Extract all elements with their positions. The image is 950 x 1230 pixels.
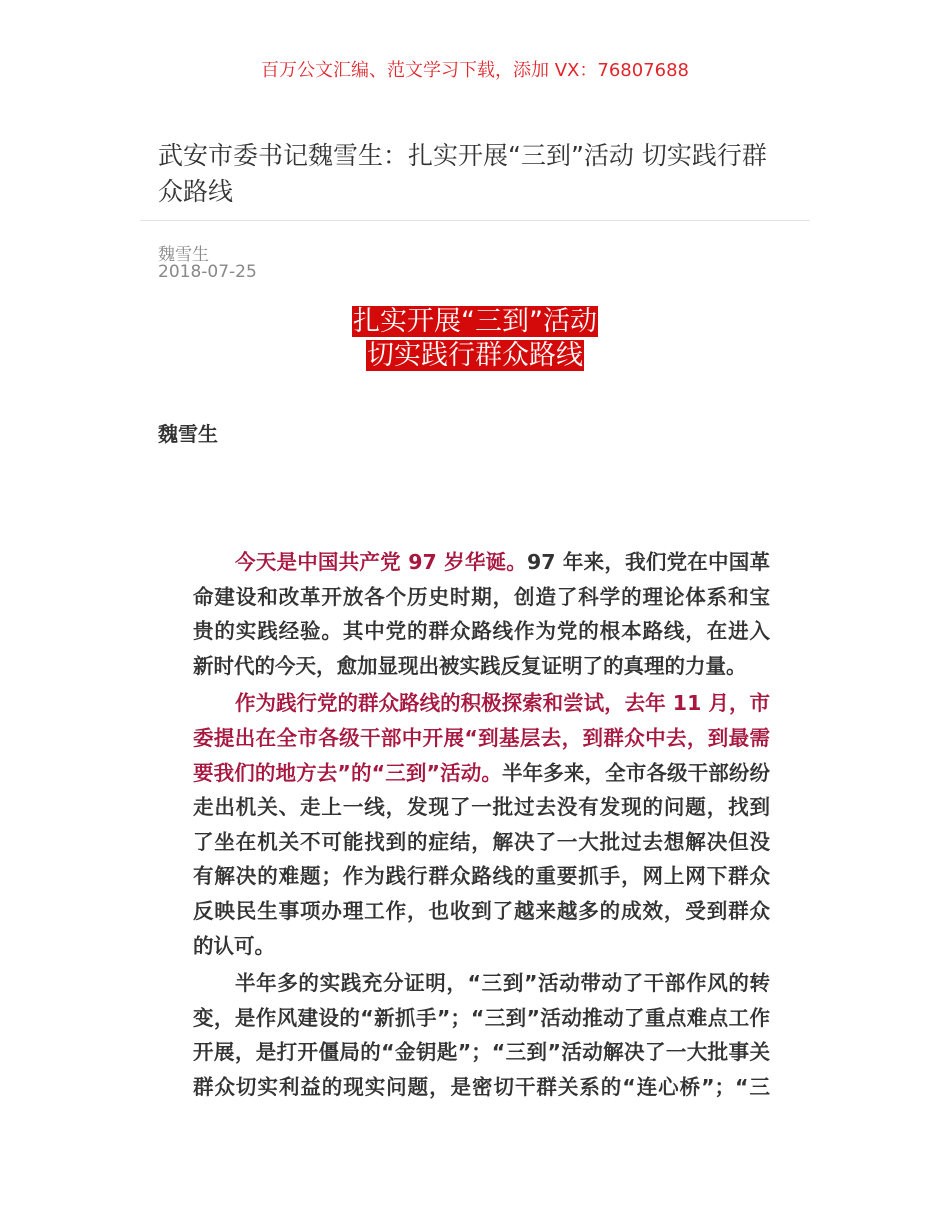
- body-line: [193, 1070, 770, 1105]
- body-text: 新时代的今天，愈加显现出被实践反复证明了的真理的力量。: [193, 653, 747, 678]
- body-line: [193, 614, 770, 649]
- body-line: [193, 929, 770, 964]
- body-line: [193, 966, 770, 1001]
- title-divider: [140, 220, 810, 221]
- body-line: [193, 649, 770, 684]
- headline-line: 切实践行群众路线: [367, 340, 583, 371]
- body-line: [193, 790, 770, 825]
- body-text: 走出机关、走上一线，发现了一批过去没有发现的问题，找到: [193, 795, 770, 820]
- article-body: [193, 545, 770, 1105]
- body-text: 变，是作风建设的“新抓手”；“三到”活动推动了重点难点工作: [193, 1005, 770, 1030]
- article-byline: 魏雪生: [158, 422, 218, 446]
- body-text: 的认可。: [193, 933, 275, 958]
- body-text: 命建设和改革开放各个历史时期，创造了科学的理论体系和宝: [193, 584, 770, 609]
- body-line: [193, 859, 770, 894]
- article-title-line: 武安市委书记魏雪生：扎实开展“三到”活动 切实践行群: [158, 141, 767, 170]
- article-title-line: 众路线: [158, 177, 234, 206]
- body-text: 反映民生事项办理工作，也收到了越来越多的成效，受到群众: [193, 898, 770, 923]
- body-text: 97 年来，我们党在中国革: [527, 550, 770, 574]
- article-headline: [0, 305, 950, 373]
- body-line: [193, 1035, 770, 1070]
- body-line: [193, 686, 770, 721]
- body-line: [193, 825, 770, 860]
- article-date: 2018-07-25: [158, 262, 257, 282]
- article-title: [158, 138, 798, 210]
- emphasized-text: 委提出在全市各级干部中开展“到基层去，到群众中去，到最需: [193, 725, 770, 750]
- body-line: [193, 894, 770, 929]
- body-text: 半年多的实践充分证明，“三到”活动带动了干部作风的转: [235, 971, 770, 996]
- emphasized-text: 今天是中国共产党 97 岁华诞。: [235, 550, 528, 574]
- download-banner: 百万公文汇编、范文学习下载，添加 VX：76807688: [261, 60, 689, 81]
- body-text: 半年多来，全市各级干部纷纷: [501, 760, 771, 785]
- body-line: [193, 545, 770, 580]
- body-text: 群众切实利益的现实问题，是密切干群关系的“连心桥”；“三: [193, 1074, 770, 1099]
- body-text: 有解决的难题；作为践行群众路线的重要抓手，网上网下群众: [193, 864, 770, 889]
- body-line: [193, 756, 770, 791]
- article-author: 魏雪生: [158, 245, 209, 265]
- body-line: [193, 580, 770, 615]
- body-line: [193, 721, 770, 756]
- body-text: 贵的实践经验。其中党的群众路线作为党的根本路线，在进入: [193, 619, 770, 644]
- body-line: [193, 1001, 770, 1036]
- headline-line: 扎实开展“三到”活动: [353, 306, 597, 337]
- emphasized-text: 作为践行党的群众路线的积极探索和尝试，去年 11 月，市: [235, 691, 770, 716]
- body-text: 了坐在机关不可能找到的症结，解决了一大批过去想解决但没: [193, 829, 770, 854]
- body-text: 开展，是打开僵局的“金钥匙”；“三到”活动解决了一大批事关: [193, 1040, 770, 1065]
- emphasized-text: 要我们的地方去”的“三到”活动。: [193, 760, 502, 785]
